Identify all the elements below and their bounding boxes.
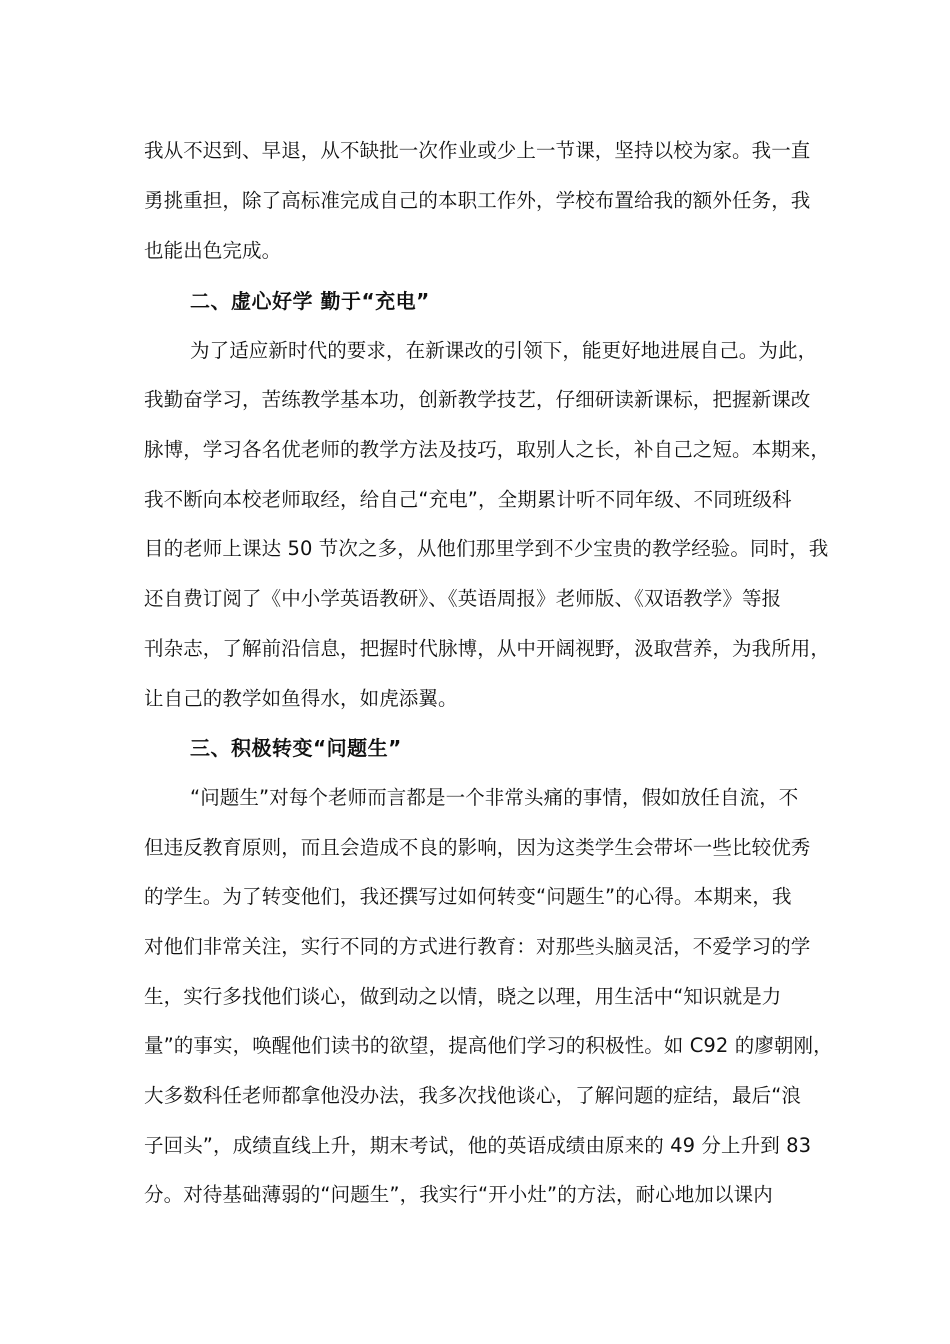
- paragraph-line: 我从不迟到、早退，从不缺批一次作业或少上一节课，坚持以校为家。我一直: [144, 139, 811, 162]
- paragraph-line: 刊杂志，了解前沿信息，把握时代脉博，从中开阔视野，汲取营养，为我所用，: [144, 637, 831, 660]
- paragraph-line: 但违反教育原则，而且会造成不良的影响，因为这类学生会带坏一些比较优秀: [144, 836, 811, 859]
- paragraph-line: 的学生。为了转变他们，我还撰写过如何转变“问题生”的心得。本期来，我: [144, 885, 792, 908]
- paragraph-line: 我不断向本校老师取经，给自己“充电”，全期累计听不同年级、不同班级科: [144, 488, 792, 511]
- paragraph-line: 还自费订阅了《中小学英语教研》、《英语周报》老师版、《双语教学》等报: [144, 587, 782, 610]
- paragraph-line: 对他们非常关注，实行不同的方式进行教育：对那些头脑灵活，不爱学习的学: [144, 935, 811, 958]
- section-heading-3: 三、积极转变“问题生”: [190, 736, 402, 760]
- paragraph-line: 生，实行多找他们谈心，做到动之以情，晓之以理，用生活中“知识就是力: [144, 985, 782, 1008]
- paragraph-line: 我勤奋学习，苦练教学基本功，创新教学技艺，仔细研读新课标，把握新课改: [144, 388, 811, 411]
- paragraph-line: 也能出色完成。: [144, 239, 282, 262]
- section-heading-2: 二、虚心好学 勤于“充电”: [190, 289, 430, 313]
- paragraph-line: 勇挑重担，除了高标准完成自己的本职工作外，学校布置给我的额外任务，我: [144, 189, 811, 212]
- paragraph-line: 为了适应新时代的要求，在新课改的引领下，能更好地进展自己。为此，: [190, 339, 818, 362]
- paragraph-line: “问题生”对每个老师而言都是一个非常头痛的事情，假如放任自流，不: [190, 786, 799, 809]
- paragraph-line: 分。对待基础薄弱的“问题生”，我实行“开小灶”的方法，耐心地加以课内: [144, 1183, 773, 1206]
- paragraph-line: 让自己的教学如鱼得水，如虎添翼。: [144, 687, 458, 710]
- paragraph-line: 大多数科任老师都拿他没办法，我多次找他谈心，了解问题的症结，最后“浪: [144, 1084, 802, 1107]
- paragraph-line: 脉博，学习各名优老师的教学方法及技巧，取别人之长，补自己之短。本期来，: [144, 438, 831, 461]
- paragraph-line: 目的老师上课达 50 节次之多，从他们那里学到不少宝贵的教学经验。同时，我: [144, 537, 829, 560]
- paragraph-line: 子回头”，成绩直线上升，期末考试，他的英语成绩由原来的 49 分上升到 83: [144, 1134, 812, 1157]
- paragraph-line: 量”的事实，唤醒他们读书的欲望，提高他们学习的积极性。如 C92 的廖朝刚，: [144, 1034, 833, 1057]
